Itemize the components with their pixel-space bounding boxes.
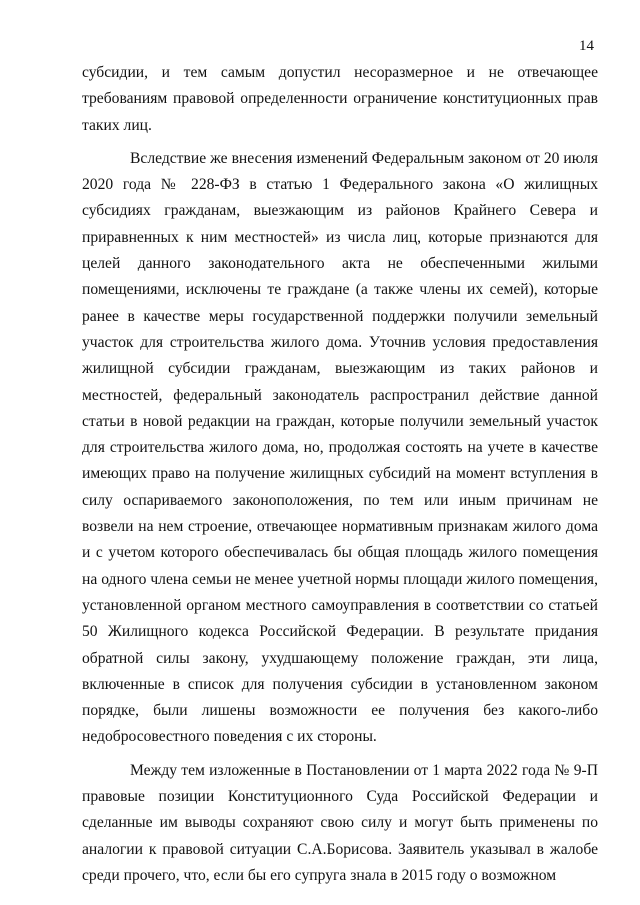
page-number: 14 xyxy=(579,38,594,54)
paragraph-gap xyxy=(82,139,598,146)
document-body xyxy=(82,60,598,889)
paragraph-legal-positions: Между тем изложенные в Постановлении от 1 марта 2022 года № 9-П правовые позиции Конституционного Суда Российской Федерации и сделанные им выводы сохраняют свою силу и могут быть применены по аналогии к правовой ситуации С.А.Борисова. Заявитель указывал в жалобе среди прочего, что, если бы его супруга знала в 2015 году о возможном xyxy=(82,761,598,884)
paragraph-amendment: Вследствие же внесения изменений Федеральным законом от 20 июля 2020 года № 228-ФЗ в статью 1 Федерального закона «О жилищных субсидиях гражданам, выезжающим из районов Крайнего Севера и приравненных к ним местностей» из числа лиц, которые признаются для целей данного законодательного акта не обеспеченными жилыми помещениями, исключены те граждане (а также члены их семей), которые ранее в качестве меры государственной поддержки получили земельный участок для строительства жилого дома. Уточнив условия предоставления жилищной субсидии гражданам, выезжающим из таких районов и местностей, федеральный законодатель распространил действие данной статьи в новой редакции на граждан, которые получили земельный участок для строительства жилого дома, но, продолжая состоять на учете в качестве имеющих право на получение жилищных субсидий на момент вступления в силу оспариваемого законоположения, по тем или иным причинам не возвели на нем строение, отвечающее нормативным признакам жилого дома и с учетом которого обеспечивалась бы общая площадь жилого помещения на одного члена семьи не менее учетной нормы площади жилого помещения, установленной органом местного самоуправления в соответствии со статьей 50 Жилищного кодекса Российской Федерации. В результате придания обратной силы закону, ухудшающему положение граждан, эти лица, включенные в список для получения субсидии в установленном законом порядке, были лишены возможности ее получения без какого-либо недобросовестного поведения с их стороны. xyxy=(82,149,598,746)
paragraph-gap xyxy=(82,751,598,758)
paragraph-continuation: субсидии, и тем самым допустил несоразмерное и не отвечающее требованиям правовой определенности ограничение конституционных прав таких лиц. xyxy=(82,64,598,134)
